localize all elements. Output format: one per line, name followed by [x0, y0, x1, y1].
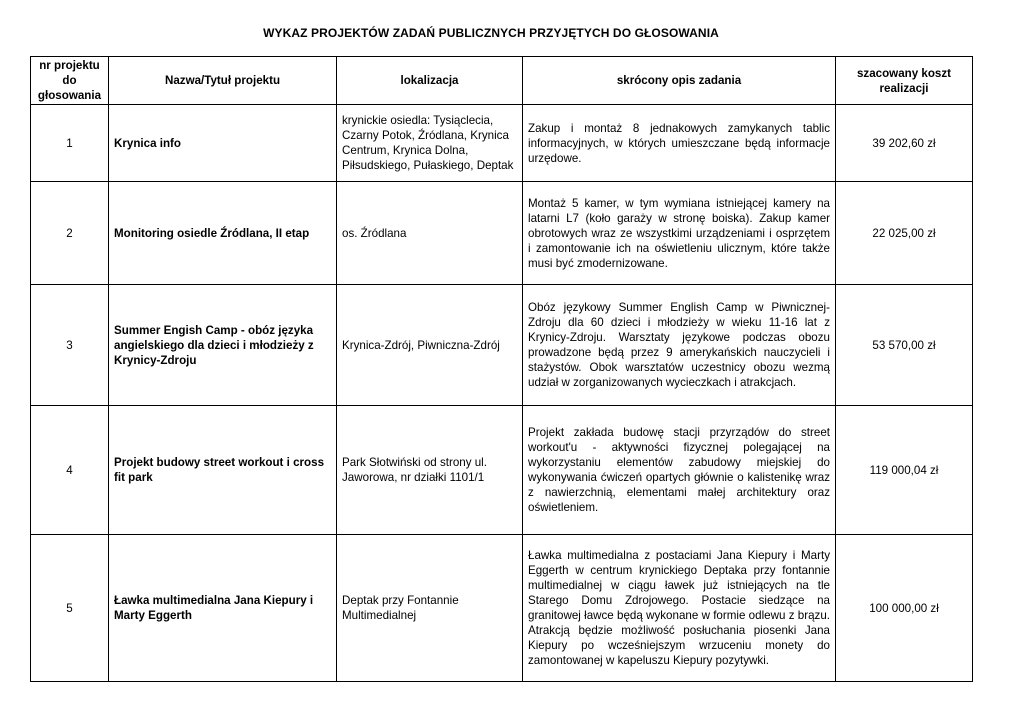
- header-nr: nr projektu do głosowania: [31, 57, 109, 105]
- project-nr: 1: [31, 105, 109, 182]
- project-nr: 4: [31, 406, 109, 535]
- table-row: [31, 182, 973, 285]
- project-location: Krynica-Zdrój, Piwniczna-Zdrój: [337, 285, 523, 406]
- header-location: lokalizacja: [337, 57, 523, 105]
- project-nr: 2: [31, 182, 109, 285]
- project-description: Projekt zakłada budowę stacji przyrządów do street workout'u - aktywności fizycznej polegającej na wykorzystaniu elementów zabudowy miejskiej do wykonywania ćwiczeń opartych głównie o kalistenikę wraz z nawierzchnią, elementami małej architektury oraz oświetleniem.: [523, 406, 836, 535]
- project-description: Obóz językowy Summer English Camp w Piwnicznej-Zdroju dla 60 dzieci i młodzieży w wieku 11-16 lat z Krynicy-Zdroju. Warsztaty językowe podczas obozu prowadzone będą przez 9 amerykańskich nauczycieli i stażystów. Obok warsztatów uczestnicy obozu wezmą udział w zorganizowanych wycieczkach i atrakcjach.: [523, 285, 836, 406]
- table-row: [31, 285, 973, 406]
- project-name: Summer Engish Camp - obóz języka angielskiego dla dzieci i młodzieży z Krynicy-Zdroju: [109, 285, 337, 406]
- document-title: WYKAZ PROJEKTÓW ZADAŃ PUBLICZNYCH PRZYJĘTYCH DO GŁOSOWANIA: [263, 26, 719, 40]
- project-name: Ławka multimedialna Jana Kiepury i Marty Eggerth: [109, 535, 337, 682]
- project-nr: 5: [31, 535, 109, 682]
- project-location: Park Słotwiński od strony ul. Jaworowa, nr działki 1101/1: [337, 406, 523, 535]
- project-cost: 39 202,60 zł: [836, 105, 973, 182]
- project-location: os. Źródlana: [337, 182, 523, 285]
- header-name: Nazwa/Tytuł projektu: [109, 57, 337, 105]
- project-name: Projekt budowy street workout i cross fit park: [109, 406, 337, 535]
- project-cost: 53 570,00 zł: [836, 285, 973, 406]
- header-description: skrócony opis zadania: [523, 57, 836, 105]
- header-cost: szacowany koszt realizacji: [836, 57, 973, 105]
- project-name: Krynica info: [109, 105, 337, 182]
- project-cost: 22 025,00 zł: [836, 182, 973, 285]
- table-header-row: [31, 57, 973, 105]
- project-cost: 119 000,04 zł: [836, 406, 973, 535]
- projects-table: [30, 56, 973, 682]
- project-name: Monitoring osiedle Źródlana, II etap: [109, 182, 337, 285]
- table-row: [31, 406, 973, 535]
- project-cost: 100 000,00 zł: [836, 535, 973, 682]
- project-location: Deptak przy Fontannie Multimedialnej: [337, 535, 523, 682]
- project-description: Montaż 5 kamer, w tym wymiana istniejącej kamery na latarni L7 (koło garaży w stronę boiska). Zakup kamer obrotowych wraz ze wszystkimi urządzeniami i osprzętem i zamontowanie ich na oświetleniu ulicznym, które także musi być zmodernizowane.: [523, 182, 836, 285]
- project-nr: 3: [31, 285, 109, 406]
- project-description: Zakup i montaż 8 jednakowych zamykanych tablic informacyjnych, w których umieszczane będą informacje urzędowe.: [523, 105, 836, 182]
- table-row: [31, 535, 973, 682]
- project-location: krynickie osiedla: Tysiąclecia, Czarny Potok, Źródlana, Krynica Centrum, Krynica Dolna, Piłsudskiego, Pułaskiego, Deptak: [337, 105, 523, 182]
- table-row: [31, 105, 973, 182]
- project-description: Ławka multimedialna z postaciami Jana Kiepury i Marty Eggerth w centrum krynickiego Deptaka przy fontannie multimedialnej w ciągu ławek już istniejących na tle Starego Domu Zdrojowego. Postacie siedzące na granitowej ławce będą wykonane w formie odlewu z brązu. Atrakcją będzie możliwość posłuchania piosenki Jana Kiepury po wcześniejszym wrzuceniu monety do zamontowanej w kapeluszu Kiepury pozytywki.: [523, 535, 836, 682]
